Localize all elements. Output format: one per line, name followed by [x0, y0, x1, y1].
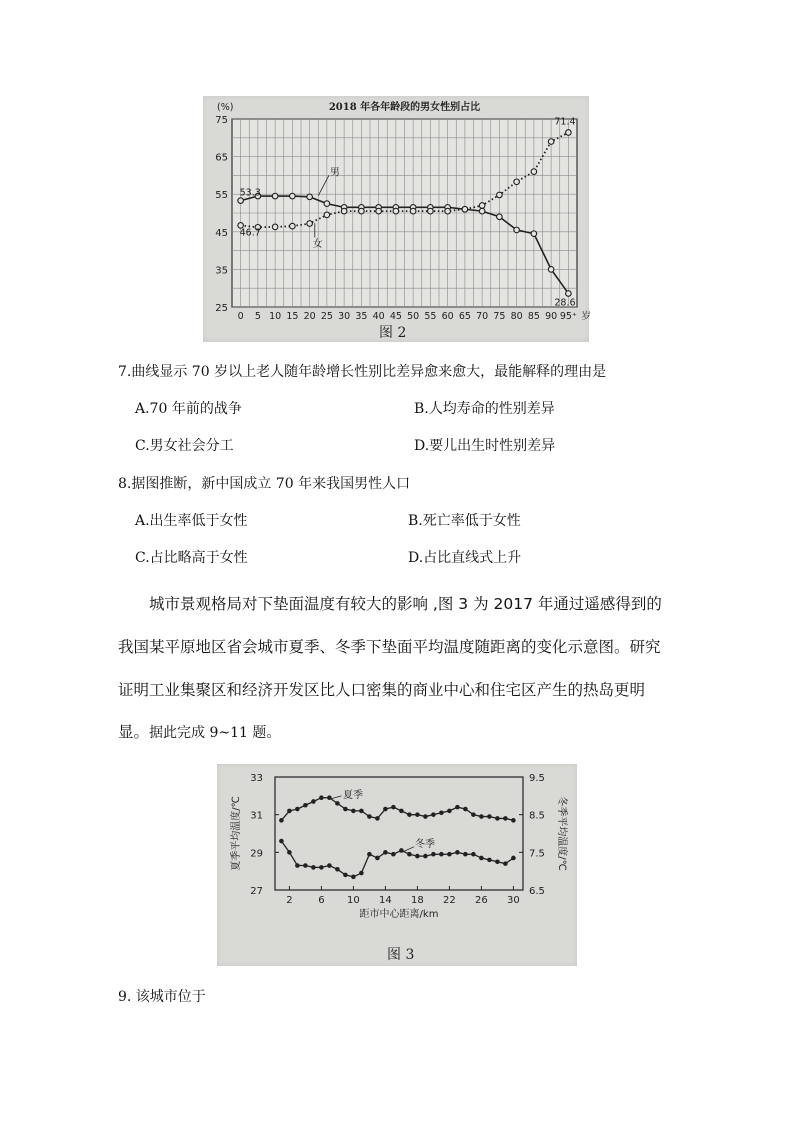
chart-2-y-tick-label: 65: [215, 152, 228, 164]
chart-3-data-point: [431, 812, 436, 817]
chart-2-data-point: [272, 224, 278, 230]
chart-2-x-tick-label: 0: [237, 311, 244, 322]
chart-2-x-tick-label: 70: [476, 311, 489, 322]
chart-2-x-tick-label: 85: [527, 311, 540, 322]
chart-2-x-tick-label: 60: [441, 311, 454, 322]
chart-3-data-point: [311, 865, 316, 870]
chart-3-data-point: [399, 809, 404, 814]
question-8-stem: 8.据图推断，新中国成立 70 年来我国男性人口: [118, 476, 411, 492]
question-9-stem: 9. 该城市位于: [118, 989, 206, 1005]
chart-3-y-left-tick-label: 29: [250, 848, 263, 860]
chart-2-data-point: [290, 193, 296, 199]
chart-3-data-point: [447, 809, 452, 814]
chart-2-x-tick-label: 5: [254, 311, 261, 322]
chart-3-data-point: [295, 863, 300, 868]
chart-3-data-point: [287, 809, 292, 814]
chart-2-data-point: [272, 193, 278, 199]
chart-2-data-point: [566, 291, 572, 297]
chart-2-x-tick-label: 25: [320, 311, 333, 322]
chart-3-series-label-winter: 冬季: [415, 838, 435, 850]
chart-3-series-leader-summer: [332, 796, 342, 799]
chart-3-data-point: [407, 852, 412, 857]
chart-3-x-tick-label: 22: [443, 895, 456, 906]
chart-2-x-tick-label: 65: [458, 311, 471, 322]
chart-3-y-right-axis-label: 冬季平均温度/℃: [556, 796, 567, 871]
chart-3-data-point: [487, 814, 492, 819]
chart-3-data-point: [439, 852, 444, 857]
chart-2-x-tick-label: 90: [545, 311, 558, 322]
chart-3-data-point: [479, 814, 484, 819]
question-8-option-d: D.占比直线式上升: [408, 550, 522, 566]
chart-3-data-point: [415, 854, 420, 859]
chart-3-data-point: [303, 863, 308, 868]
chart-2-data-point: [290, 223, 296, 229]
chart-3-data-point: [327, 863, 332, 868]
chart-2-data-point: [324, 212, 330, 218]
chart-2-data-point: [497, 192, 503, 198]
chart-3-data-point: [359, 871, 364, 876]
chart-3-data-point: [447, 852, 452, 857]
chart-3-data-point: [335, 801, 340, 806]
chart-2-x-tick-label: 45: [389, 311, 402, 322]
chart-2-data-point: [238, 198, 244, 204]
chart-2-data-point: [548, 139, 554, 145]
chart-3-data-point: [407, 812, 412, 817]
figure-2: [203, 96, 589, 342]
chart-3-svg: [217, 764, 577, 966]
chart-3-data-point: [471, 852, 476, 857]
chart-2-data-point: [307, 194, 313, 200]
passage-line-4-start: 显。: [118, 723, 150, 741]
chart-3-data-point: [487, 858, 492, 863]
chart-3-series-leader-winter: [404, 847, 414, 852]
chart-3-x-tick-label: 10: [347, 895, 360, 906]
chart-3-data-point: [383, 850, 388, 855]
chart-2-data-point: [479, 208, 485, 214]
chart-2-data-point: [566, 130, 572, 136]
chart-2-data-point: [341, 208, 347, 214]
chart-3-y-right-tick-label: 6.5: [529, 886, 545, 897]
chart-2-data-point: [376, 208, 382, 214]
chart-3-data-point: [351, 875, 356, 880]
chart-3-data-point: [303, 803, 308, 808]
chart-3-data-point: [343, 807, 348, 812]
chart-3-data-point: [295, 807, 300, 812]
chart-2-x-tick-label: 50: [407, 311, 420, 322]
chart-3-data-point: [431, 852, 436, 857]
chart-3-data-point: [471, 812, 476, 817]
chart-2-series-label-female: 女: [312, 239, 323, 251]
chart-2-x-tick-label: 95⁺: [559, 311, 577, 322]
chart-2-data-point: [307, 221, 313, 227]
chart-2-x-tick-label: 55: [424, 311, 437, 322]
chart-3-series-label-summer: 夏季: [343, 789, 363, 801]
chart-2-data-point: [445, 208, 451, 214]
chart-2-data-point: [462, 206, 468, 212]
chart-3-x-tick-label: 14: [379, 895, 392, 906]
chart-2-svg: [203, 96, 589, 342]
chart-2-data-label: 53.3: [239, 187, 261, 199]
chart-3-data-point: [463, 852, 468, 857]
chart-2-title: 2018 年各年龄段的男女性别占比: [328, 102, 481, 113]
chart-3-x-axis-label: 距市中心距离/km: [359, 909, 439, 920]
chart-3-y-right-tick-label: 9.5: [529, 773, 545, 784]
chart-3-data-point: [359, 809, 364, 814]
chart-3-x-tick-label: 18: [411, 895, 424, 906]
chart-2-data-label: 71.4: [554, 116, 576, 128]
passage-line-1: 城市景观格局对下垫面温度有较大的影响 ,图 3 为 2017 年通过遥感得到的: [149, 595, 662, 613]
question-7-stem: 7.曲线显示 70 岁以上老人随年龄增长性别比差异愈来愈大，最能解释的理由是: [118, 364, 607, 380]
chart-2-data-point: [359, 208, 365, 214]
chart-2-data-point: [428, 208, 434, 214]
chart-2-data-point: [410, 208, 416, 214]
chart-3-y-left-axis-label: 夏季平均温度/℃: [231, 796, 242, 871]
chart-2-x-tick-label: 10: [269, 311, 282, 322]
passage-line-2: 我国某平原地区省会城市夏季、冬季下垫面平均温度随距离的变化示意图。研究: [118, 638, 661, 656]
chart-3-y-right-tick-label: 7.5: [529, 848, 545, 860]
chart-3-data-point: [423, 814, 428, 819]
chart-2-data-label: 46.7: [239, 227, 261, 239]
chart-3-data-point: [391, 852, 396, 857]
chart-3-data-point: [511, 818, 516, 823]
chart-2-data-point: [548, 267, 554, 273]
chart-2-x-tick-label: 15: [286, 311, 299, 322]
chart-2-x-unit: 岁: [581, 311, 591, 322]
chart-3-data-point: [455, 805, 460, 810]
passage-line-4-end: 据此完成 9~11 题。: [149, 725, 281, 741]
chart-3-data-point: [391, 805, 396, 810]
chart-2-x-tick-label: 35: [355, 311, 368, 322]
chart-3-data-point: [399, 848, 404, 853]
chart-2-x-tick-label: 75: [493, 311, 506, 322]
chart-3-x-tick-label: 30: [507, 895, 520, 906]
chart-3-data-point: [463, 807, 468, 812]
chart-3-data-point: [367, 814, 372, 819]
chart-3-series-line-summer: [281, 798, 513, 821]
chart-3-data-point: [319, 865, 324, 870]
chart-3-data-point: [423, 854, 428, 859]
chart-3-data-point: [495, 859, 500, 864]
chart-2-y-unit: (%): [217, 102, 234, 113]
passage-line-3: 证明工业集聚区和经济开发区比人口密集的商业中心和住宅区产生的热岛更明: [118, 681, 646, 699]
chart-3-y-left-tick-label: 31: [250, 810, 263, 822]
chart-3-plot-area: [275, 777, 523, 890]
question-8-option-a: A.出生率低于女性: [135, 513, 248, 529]
chart-3-data-point: [335, 867, 340, 872]
chart-2-y-tick-label: 25: [215, 303, 228, 314]
chart-2-data-point: [393, 208, 399, 214]
chart-3-data-point: [383, 807, 388, 812]
chart-3-data-point: [351, 809, 356, 814]
question-7-option-a: A.70 年前的战争: [135, 401, 242, 417]
passage-line-4: [118, 722, 280, 743]
chart-3-data-point: [415, 812, 420, 817]
chart-3-data-point: [287, 850, 292, 855]
chart-2-y-tick-label: 55: [215, 190, 228, 202]
chart-2-data-point: [531, 231, 537, 237]
chart-2-series-label-male: 男: [329, 167, 340, 179]
chart-3-y-left-tick-label: 27: [250, 886, 263, 897]
chart-3-data-point: [439, 810, 444, 815]
chart-3-data-point: [375, 856, 380, 861]
chart-2-data-point: [479, 203, 485, 209]
chart-2-data-point: [531, 169, 537, 175]
chart-3-data-point: [479, 856, 484, 861]
chart-3-data-point: [311, 799, 316, 804]
chart-2-y-tick-label: 45: [215, 227, 228, 239]
chart-2-data-point: [514, 179, 520, 185]
chart-3-data-point: [367, 852, 372, 857]
question-8-option-c: C.占比略高于女性: [135, 550, 248, 566]
chart-3-data-point: [511, 856, 516, 861]
chart-2-data-point: [514, 227, 520, 233]
chart-2-x-tick-label: 20: [303, 311, 316, 322]
chart-3-x-tick-label: 2: [286, 895, 293, 906]
question-8-option-b: B.死亡率低于女性: [408, 513, 521, 529]
chart-3-data-point: [503, 816, 508, 821]
chart-2-y-tick-label: 35: [215, 265, 228, 277]
question-7-option-d: D.要儿出生时性别差异: [414, 438, 556, 454]
chart-3-series-line-winter: [281, 841, 513, 877]
chart-3-data-point: [279, 818, 284, 823]
chart-3-data-point: [503, 861, 508, 866]
chart-3-data-point: [327, 795, 332, 800]
chart-2-x-tick-label: 40: [372, 311, 385, 322]
chart-2-data-point: [324, 201, 330, 207]
chart-2-data-point: [497, 214, 503, 220]
chart-3-x-tick-label: 26: [475, 895, 488, 906]
chart-2-x-tick-label: 30: [338, 311, 351, 322]
figure-2-caption: 图 2: [379, 325, 407, 341]
chart-3-y-left-tick-label: 33: [250, 773, 263, 784]
chart-2-data-label: 28.6: [554, 297, 576, 309]
chart-3-data-point: [279, 839, 284, 844]
chart-2-x-tick-label: 80: [510, 311, 523, 322]
chart-3-data-point: [375, 816, 380, 821]
chart-3-data-point: [495, 816, 500, 821]
figure-3: [217, 764, 577, 966]
chart-2-y-tick-label: 75: [215, 115, 228, 126]
figure-3-caption: 图 3: [387, 947, 415, 963]
chart-3-data-point: [455, 850, 460, 855]
chart-3-data-point: [319, 795, 324, 800]
chart-3-x-tick-label: 6: [318, 895, 325, 906]
question-7-option-b: B.人均寿命的性别差异: [414, 401, 555, 417]
chart-3-y-right-tick-label: 8.5: [529, 810, 545, 822]
question-7-option-c: C.男女社会分工: [135, 438, 234, 454]
chart-3-data-point: [343, 873, 348, 878]
